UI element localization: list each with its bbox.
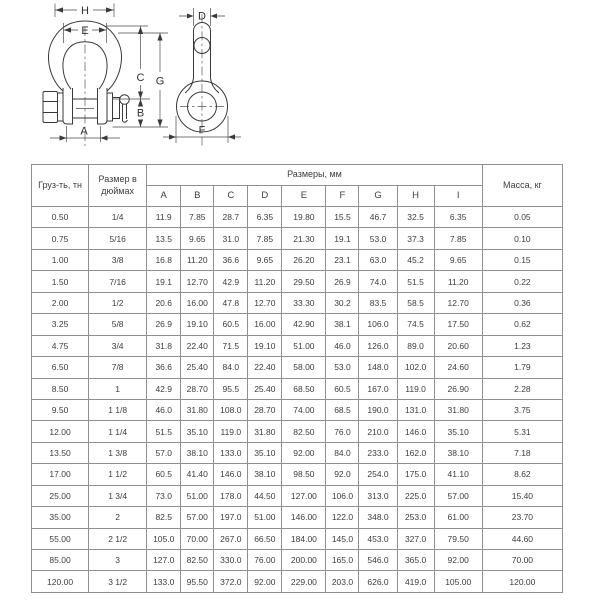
- cell: 47.8: [214, 292, 248, 313]
- dim-label-E: E: [81, 24, 89, 37]
- arrow-icon: [60, 135, 67, 140]
- cell: 12.00: [32, 421, 89, 442]
- cell: 68.5: [326, 399, 359, 420]
- cell: 1.00: [32, 249, 89, 270]
- cell: 3.25: [32, 314, 89, 335]
- cell: 11.9: [147, 207, 181, 228]
- cell: 267.0: [214, 528, 248, 549]
- cell: 1/2: [89, 292, 147, 313]
- header-dimensions-mm: Размеры, мм: [147, 165, 483, 186]
- cell: 1 1/8: [89, 399, 147, 420]
- left-washer: [58, 93, 64, 121]
- cell: 42.9: [214, 271, 248, 292]
- table-header: [32, 165, 563, 207]
- header-dim-letter-D: D: [248, 186, 282, 207]
- cell: 200.00: [282, 550, 326, 571]
- cell: 3: [89, 550, 147, 571]
- shackle-side-view: [163, 8, 241, 146]
- cell: 60.5: [326, 378, 359, 399]
- cell: 253.0: [397, 507, 434, 528]
- cell: 92.0: [326, 464, 359, 485]
- cell: 42.90: [282, 314, 326, 335]
- header-dim-letter-E: E: [282, 186, 326, 207]
- cell: 19.1: [326, 228, 359, 249]
- cell: 44.60: [482, 528, 562, 549]
- cell: 25.40: [181, 357, 214, 378]
- shackle-front-view: [43, 4, 168, 147]
- table-row: [32, 249, 563, 270]
- cell: 26.9: [147, 314, 181, 335]
- cell: 33.30: [282, 292, 326, 313]
- cell: 21.30: [282, 228, 326, 249]
- cell: 1: [89, 378, 147, 399]
- cell: 6.35: [248, 207, 282, 228]
- header-row-1: [32, 165, 563, 186]
- cell: 327.0: [397, 528, 434, 549]
- cell: 28.70: [248, 399, 282, 420]
- cell: 0.50: [32, 207, 89, 228]
- header-dim-letter-G: G: [359, 186, 397, 207]
- cell: 92.00: [248, 571, 282, 593]
- cell: 190.0: [359, 399, 397, 420]
- cell: 41.10: [434, 464, 482, 485]
- cell: 0.05: [482, 207, 562, 228]
- cell: 4.75: [32, 335, 89, 356]
- cell: 32.5: [397, 207, 434, 228]
- dim-label-H: H: [81, 4, 89, 17]
- cell: 28.70: [181, 378, 214, 399]
- cell: 1.23: [482, 335, 562, 356]
- cell: 3/8: [89, 249, 147, 270]
- shackle-diagram: [0, 0, 600, 158]
- cell: 6.50: [32, 357, 89, 378]
- cell: 105.00: [434, 571, 482, 593]
- cell: 74.0: [359, 271, 397, 292]
- cell: 15.40: [482, 485, 562, 506]
- table-row: [32, 399, 563, 420]
- cell: 26.9: [326, 271, 359, 292]
- cell: 53.0: [326, 357, 359, 378]
- cell: 162.0: [397, 442, 434, 463]
- cell: 122.0: [326, 507, 359, 528]
- cell: 1.50: [32, 271, 89, 292]
- cell: 0.62: [482, 314, 562, 335]
- table-row: [32, 507, 563, 528]
- cell: 19.10: [248, 335, 282, 356]
- cell: 7.85: [248, 228, 282, 249]
- cell: 0.36: [482, 292, 562, 313]
- cell: 31.8: [147, 335, 181, 356]
- dim-label-G: G: [155, 75, 165, 88]
- cell: 35.00: [32, 507, 89, 528]
- cell: 23.70: [482, 507, 562, 528]
- cell: 127.00: [282, 485, 326, 506]
- cell: 41.40: [181, 464, 214, 485]
- cell: 20.60: [434, 335, 482, 356]
- cell: 51.00: [248, 507, 282, 528]
- cell: 1 1/4: [89, 421, 147, 442]
- cell: 2 1/2: [89, 528, 147, 549]
- cell: 9.65: [434, 249, 482, 270]
- cell: 348.0: [359, 507, 397, 528]
- table-row: [32, 550, 563, 571]
- cell: 31.80: [434, 399, 482, 420]
- header-dim-letter-H: H: [397, 186, 434, 207]
- cell: 95.50: [181, 571, 214, 593]
- cell: 25.00: [32, 485, 89, 506]
- cell: 51.5: [397, 271, 434, 292]
- arrow-icon: [211, 14, 218, 19]
- cell: 46.7: [359, 207, 397, 228]
- cell: 119.0: [214, 421, 248, 442]
- cell: 165.0: [326, 550, 359, 571]
- cell: 19.10: [181, 314, 214, 335]
- cell: 53.0: [359, 228, 397, 249]
- table-row: [32, 207, 563, 228]
- cell: 15.5: [326, 207, 359, 228]
- cell: 60.5: [147, 464, 181, 485]
- cell: 133.0: [214, 442, 248, 463]
- cell: 106.0: [359, 314, 397, 335]
- arrow-icon: [138, 27, 143, 35]
- cell: 74.5: [397, 314, 434, 335]
- cell: 76.0: [326, 421, 359, 442]
- header-dim-letter-A: A: [147, 186, 181, 207]
- cell: 7/8: [89, 357, 147, 378]
- cell: 35.10: [181, 421, 214, 442]
- right-washer: [107, 93, 113, 121]
- right-ear: [98, 88, 108, 124]
- cell: 35.10: [434, 421, 482, 442]
- arrow-icon: [106, 7, 114, 12]
- cell: 9.65: [248, 249, 282, 270]
- cell: 46.0: [147, 399, 181, 420]
- cell: 127.0: [147, 550, 181, 571]
- arrow-icon: [157, 120, 162, 128]
- cell: 28.7: [214, 207, 248, 228]
- cell: 20.6: [147, 292, 181, 313]
- table-row: [32, 314, 563, 335]
- table-row: [32, 442, 563, 463]
- arrow-icon: [138, 120, 143, 128]
- cell: 36.6: [147, 357, 181, 378]
- cell: 66.50: [248, 528, 282, 549]
- cell: 57.00: [181, 507, 214, 528]
- hex-nut: [43, 92, 58, 123]
- dim-label-C: C: [136, 72, 145, 84]
- cell: 19.1: [147, 271, 181, 292]
- cell: 2: [89, 507, 147, 528]
- arrow-icon: [56, 7, 64, 12]
- cell: 178.0: [214, 485, 248, 506]
- cell: 36.6: [214, 249, 248, 270]
- cell: 233.0: [359, 442, 397, 463]
- cell: 74.00: [282, 399, 326, 420]
- table-row: [32, 357, 563, 378]
- arrow-icon: [228, 134, 235, 139]
- cell: 5.31: [482, 421, 562, 442]
- dim-label-D: D: [198, 10, 206, 23]
- table-row: [32, 485, 563, 506]
- cell: 203.0: [326, 571, 359, 593]
- cell: 61.00: [434, 507, 482, 528]
- cell: 37.3: [397, 228, 434, 249]
- cell: 7/16: [89, 271, 147, 292]
- cell: 8.62: [482, 464, 562, 485]
- cell: 626.0: [359, 571, 397, 593]
- cell: 79.50: [434, 528, 482, 549]
- cell: 13.50: [32, 442, 89, 463]
- dimensions-table: [31, 164, 563, 593]
- cell: 16.00: [248, 314, 282, 335]
- arrow-icon: [187, 14, 194, 19]
- cell: 9.50: [32, 399, 89, 420]
- dim-label-B: B: [136, 107, 145, 120]
- cell: 95.5: [214, 378, 248, 399]
- header-dim-letter-F: F: [326, 186, 359, 207]
- cell: 184.00: [282, 528, 326, 549]
- cell: 24.60: [434, 357, 482, 378]
- cell: 71.5: [214, 335, 248, 356]
- cell: 5/8: [89, 314, 147, 335]
- header-load: Груз-ть, тн: [32, 165, 89, 207]
- cell: 29.50: [282, 271, 326, 292]
- cell: 197.0: [214, 507, 248, 528]
- cell: 146.0: [214, 464, 248, 485]
- table-row: [32, 464, 563, 485]
- cell: 92.00: [282, 442, 326, 463]
- cell: 419.0: [397, 571, 434, 593]
- arrow-icon: [99, 27, 106, 32]
- cell: 210.0: [359, 421, 397, 442]
- cell: 229.00: [282, 571, 326, 593]
- cell: 58.00: [282, 357, 326, 378]
- cell: 146.00: [282, 507, 326, 528]
- cell: 85.00: [32, 550, 89, 571]
- cell: 83.5: [359, 292, 397, 313]
- cell: 1 3/8: [89, 442, 147, 463]
- cell: 60.5: [214, 314, 248, 335]
- cell: 225.0: [397, 485, 434, 506]
- cell: 133.0: [147, 571, 181, 593]
- cell: 8.50: [32, 378, 89, 399]
- cell: 82.50: [181, 550, 214, 571]
- cell: 126.0: [359, 335, 397, 356]
- cell: 16.8: [147, 249, 181, 270]
- cell: 453.0: [359, 528, 397, 549]
- cell: 55.00: [32, 528, 89, 549]
- cell: 38.10: [248, 464, 282, 485]
- cell: 68.50: [282, 378, 326, 399]
- cell: 84.0: [214, 357, 248, 378]
- cell: 17.50: [434, 314, 482, 335]
- cell: 1/4: [89, 207, 147, 228]
- cell: 70.00: [482, 550, 562, 571]
- table-row: [32, 228, 563, 249]
- arrow-icon: [64, 27, 71, 32]
- cell: 2.00: [32, 292, 89, 313]
- cell: 25.40: [248, 378, 282, 399]
- table-row: [32, 335, 563, 356]
- header-dim-letter-I: I: [434, 186, 482, 207]
- cell: 13.5: [147, 228, 181, 249]
- cell: 372.0: [214, 571, 248, 593]
- header-size-inches: Размер в дюймах: [89, 165, 147, 207]
- cell: 313.0: [359, 485, 397, 506]
- cell: 23.1: [326, 249, 359, 270]
- header-mass: Масса, кг: [482, 165, 562, 207]
- cell: 16.00: [181, 292, 214, 313]
- cell: 46.0: [326, 335, 359, 356]
- cell: 57.00: [434, 485, 482, 506]
- cell: 51.5: [147, 421, 181, 442]
- cell: 6.35: [434, 207, 482, 228]
- cell: 120.00: [32, 571, 89, 593]
- cell: 11.20: [181, 249, 214, 270]
- cell: 330.0: [214, 550, 248, 571]
- cell: 76.00: [248, 550, 282, 571]
- cell: 82.5: [147, 507, 181, 528]
- cell: 70.00: [181, 528, 214, 549]
- table-row: [32, 571, 563, 593]
- cell: 0.75: [32, 228, 89, 249]
- cell: 12.70: [248, 292, 282, 313]
- cell: 42.9: [147, 378, 181, 399]
- cell: 89.0: [397, 335, 434, 356]
- cell: 167.0: [359, 378, 397, 399]
- cell: 7.18: [482, 442, 562, 463]
- arrow-icon: [138, 92, 143, 100]
- cell: 30.2: [326, 292, 359, 313]
- cell: 365.0: [397, 550, 434, 571]
- cell: 0.10: [482, 228, 562, 249]
- cell: 11.20: [248, 271, 282, 292]
- cell: 26.20: [282, 249, 326, 270]
- cell: 51.00: [282, 335, 326, 356]
- cell: 45.2: [397, 249, 434, 270]
- cell: 19.80: [282, 207, 326, 228]
- cell: 38.10: [434, 442, 482, 463]
- arrow-icon: [169, 134, 176, 139]
- cell: 1.79: [482, 357, 562, 378]
- table-body: [32, 207, 563, 593]
- cell: 12.70: [181, 271, 214, 292]
- cell: 84.0: [326, 442, 359, 463]
- cell: 63.0: [359, 249, 397, 270]
- pin-end: [113, 98, 120, 119]
- cell: 108.0: [214, 399, 248, 420]
- cell: 35.10: [248, 442, 282, 463]
- cell: 7.85: [181, 207, 214, 228]
- cell: 12.70: [434, 292, 482, 313]
- left-ear: [63, 88, 73, 124]
- cell: 82.50: [282, 421, 326, 442]
- cell: 3/4: [89, 335, 147, 356]
- hex-nut-facets: [43, 102, 58, 113]
- cell: 106.0: [326, 485, 359, 506]
- cell: 7.85: [434, 228, 482, 249]
- cell: 3 1/2: [89, 571, 147, 593]
- cell: 102.0: [397, 357, 434, 378]
- cell: 31.80: [181, 399, 214, 420]
- header-dim-letter-B: B: [181, 186, 214, 207]
- cell: 105.0: [147, 528, 181, 549]
- cell: 131.0: [397, 399, 434, 420]
- arrow-icon: [138, 99, 143, 107]
- cell: 22.40: [248, 357, 282, 378]
- cell: 2.28: [482, 378, 562, 399]
- cell: 92.00: [434, 550, 482, 571]
- cell: 145.0: [326, 528, 359, 549]
- cell: 254.0: [359, 464, 397, 485]
- cell: 73.0: [147, 485, 181, 506]
- cell: 31.80: [248, 421, 282, 442]
- cell: 58.5: [397, 292, 434, 313]
- cell: 5/16: [89, 228, 147, 249]
- table-row: [32, 292, 563, 313]
- table-row: [32, 528, 563, 549]
- cell: 146.0: [397, 421, 434, 442]
- cell: 17.00: [32, 464, 89, 485]
- cotter-ring: [120, 95, 130, 105]
- cell: 0.22: [482, 271, 562, 292]
- table-row: [32, 271, 563, 292]
- cell: 31.0: [214, 228, 248, 249]
- cell: 51.00: [181, 485, 214, 506]
- dim-label-F: F: [198, 124, 206, 137]
- dim-label-A: A: [80, 125, 88, 138]
- cell: 57.0: [147, 442, 181, 463]
- cell: 120.00: [482, 571, 562, 593]
- cell: 26.90: [434, 378, 482, 399]
- cell: 1 3/4: [89, 485, 147, 506]
- cell: 0.15: [482, 249, 562, 270]
- table-row: [32, 421, 563, 442]
- arrow-icon: [101, 135, 108, 140]
- cell: 546.0: [359, 550, 397, 571]
- cell: 44.50: [248, 485, 282, 506]
- cell: 119.0: [397, 378, 434, 399]
- arrow-icon: [157, 33, 162, 41]
- cell: 22.40: [181, 335, 214, 356]
- table-row: [32, 378, 563, 399]
- cell: 148.0: [359, 357, 397, 378]
- cotter-legs: [123, 104, 128, 122]
- cell: 1 1/2: [89, 464, 147, 485]
- cell: 98.50: [282, 464, 326, 485]
- cell: 3.75: [482, 399, 562, 420]
- cell: 9.65: [181, 228, 214, 249]
- cell: 38.1: [326, 314, 359, 335]
- cell: 11.20: [434, 271, 482, 292]
- header-dim-letter-C: C: [214, 186, 248, 207]
- cell: 175.0: [397, 464, 434, 485]
- cell: 38.10: [181, 442, 214, 463]
